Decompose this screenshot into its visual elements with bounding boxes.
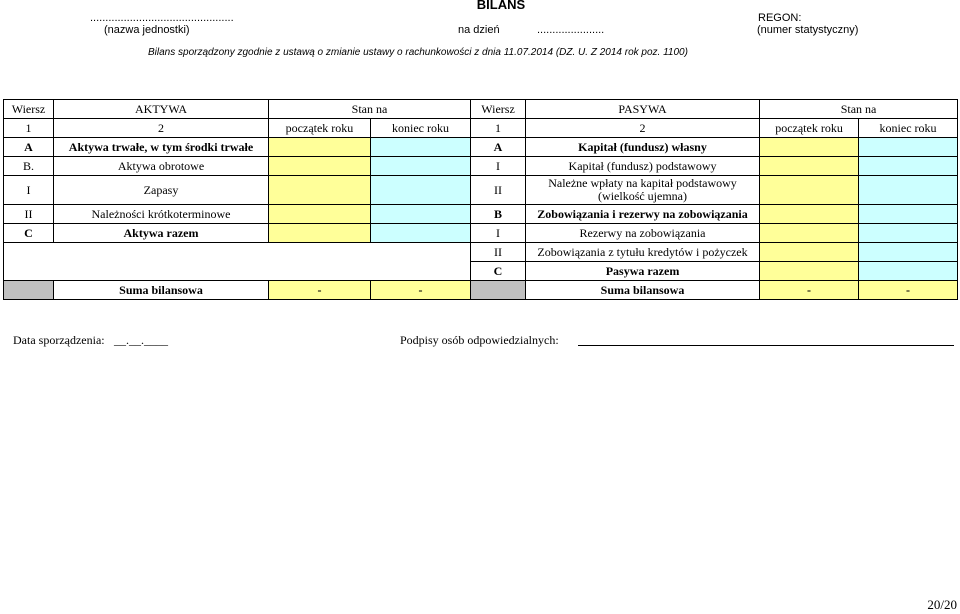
table-row bbox=[4, 176, 958, 205]
value-cell[interactable] bbox=[859, 262, 958, 281]
row-code: C bbox=[4, 224, 54, 243]
table-row bbox=[4, 205, 958, 224]
sum-value: - bbox=[269, 281, 371, 300]
col-end-of-year: koniec roku bbox=[371, 119, 471, 138]
signature-line[interactable] bbox=[578, 345, 954, 346]
col-header-assets: AKTYWA bbox=[54, 100, 269, 119]
col-start-of-year: początek roku bbox=[269, 119, 371, 138]
value-cell[interactable] bbox=[269, 205, 371, 224]
col-index: 2 bbox=[54, 119, 269, 138]
sum-value: - bbox=[371, 281, 471, 300]
value-cell[interactable] bbox=[859, 138, 958, 157]
row-label: Pasywa razem bbox=[526, 262, 760, 281]
value-cell[interactable] bbox=[859, 157, 958, 176]
signatures-label: Podpisy osób odpowiedzialnych: bbox=[400, 333, 559, 347]
value-cell[interactable] bbox=[269, 176, 371, 205]
value-cell[interactable] bbox=[760, 176, 859, 205]
value-cell[interactable] bbox=[371, 205, 471, 224]
regon-label: REGON: bbox=[758, 12, 802, 24]
row-label: Zobowiązania z tytułu kredytów i pożyczek bbox=[526, 243, 760, 262]
value-cell[interactable] bbox=[760, 243, 859, 262]
statistical-number-label: (numer statystyczny) bbox=[757, 24, 859, 36]
sum-spacer bbox=[4, 281, 54, 300]
value-cell[interactable] bbox=[371, 224, 471, 243]
row-code: II bbox=[471, 176, 526, 205]
value-cell[interactable] bbox=[760, 138, 859, 157]
sum-row bbox=[4, 281, 958, 300]
row-label: Kapitał (fundusz) własny bbox=[526, 138, 760, 157]
row-code: I bbox=[471, 157, 526, 176]
row-label: Zapasy bbox=[54, 176, 269, 205]
value-cell[interactable] bbox=[859, 243, 958, 262]
preparation-date-label: Data sporządzenia: bbox=[13, 333, 105, 347]
value-cell[interactable] bbox=[371, 176, 471, 205]
col-index: 2 bbox=[526, 119, 760, 138]
page-number: 20/20 bbox=[927, 597, 957, 612]
date-label: na dzień bbox=[458, 24, 500, 36]
row-label: Rezerwy na zobowiązania bbox=[526, 224, 760, 243]
col-header-liabilities: PASYWA bbox=[526, 100, 760, 119]
col-end-of-year: koniec roku bbox=[859, 119, 958, 138]
col-index: 1 bbox=[4, 119, 54, 138]
unit-name-dots: ............................................... bbox=[90, 12, 234, 24]
sum-label: Suma bilansowa bbox=[54, 281, 269, 300]
row-code: II bbox=[4, 205, 54, 224]
row-code: B. bbox=[4, 157, 54, 176]
col-header-row-number-2: Wiersz bbox=[471, 100, 526, 119]
sum-label: Suma bilansowa bbox=[526, 281, 760, 300]
row-code: I bbox=[471, 224, 526, 243]
unit-name-label: (nazwa jednostki) bbox=[104, 24, 190, 36]
value-cell[interactable] bbox=[371, 157, 471, 176]
col-index: 1 bbox=[471, 119, 526, 138]
value-cell[interactable] bbox=[371, 138, 471, 157]
row-code: B bbox=[471, 205, 526, 224]
table-row bbox=[4, 224, 958, 243]
empty-block bbox=[4, 243, 471, 281]
legal-basis-note: Bilans sporządzony zgodnie z ustawą o zmianie ustawy o rachunkowości z dnia 11.07.2014 (DZ. U. Z 2014 rok poz. 1100) bbox=[148, 47, 688, 58]
row-label: Należności krótkoterminowe bbox=[54, 205, 269, 224]
sum-value: - bbox=[859, 281, 958, 300]
value-cell[interactable] bbox=[760, 157, 859, 176]
table-row bbox=[4, 243, 958, 262]
row-label: Aktywa trwałe, w tym środki trwałe bbox=[54, 138, 269, 157]
col-header-row-number: Wiersz bbox=[4, 100, 54, 119]
value-cell[interactable] bbox=[760, 224, 859, 243]
row-code: A bbox=[471, 138, 526, 157]
balance-sheet-table bbox=[3, 99, 958, 300]
row-code: I bbox=[4, 176, 54, 205]
sum-value: - bbox=[760, 281, 859, 300]
value-cell[interactable] bbox=[760, 262, 859, 281]
row-code: A bbox=[4, 138, 54, 157]
row-code: II bbox=[471, 243, 526, 262]
value-cell[interactable] bbox=[859, 205, 958, 224]
table-row bbox=[4, 157, 958, 176]
col-start-of-year: początek roku bbox=[760, 119, 859, 138]
document-title: BILANS bbox=[476, 0, 526, 12]
preparation-date-value[interactable]: __.__.____ bbox=[114, 333, 168, 347]
value-cell[interactable] bbox=[269, 224, 371, 243]
col-header-assets-state: Stan na bbox=[269, 100, 471, 119]
value-cell[interactable] bbox=[269, 138, 371, 157]
row-code: C bbox=[471, 262, 526, 281]
row-label: Należne wpłaty na kapitał podstawowy (wielkość ujemna) bbox=[526, 176, 760, 205]
row-label: Zobowiązania i rezerwy na zobowiązania bbox=[526, 205, 760, 224]
value-cell[interactable] bbox=[269, 157, 371, 176]
header-row bbox=[4, 100, 958, 119]
value-cell[interactable] bbox=[760, 205, 859, 224]
sum-spacer bbox=[471, 281, 526, 300]
date-dots: ...................... bbox=[537, 24, 605, 36]
row-label: Aktywa obrotowe bbox=[54, 157, 269, 176]
column-number-row bbox=[4, 119, 958, 138]
value-cell[interactable] bbox=[859, 224, 958, 243]
row-label: Aktywa razem bbox=[54, 224, 269, 243]
value-cell[interactable] bbox=[859, 176, 958, 205]
row-label: Kapitał (fundusz) podstawowy bbox=[526, 157, 760, 176]
col-header-liabilities-state: Stan na bbox=[760, 100, 958, 119]
table-row bbox=[4, 138, 958, 157]
